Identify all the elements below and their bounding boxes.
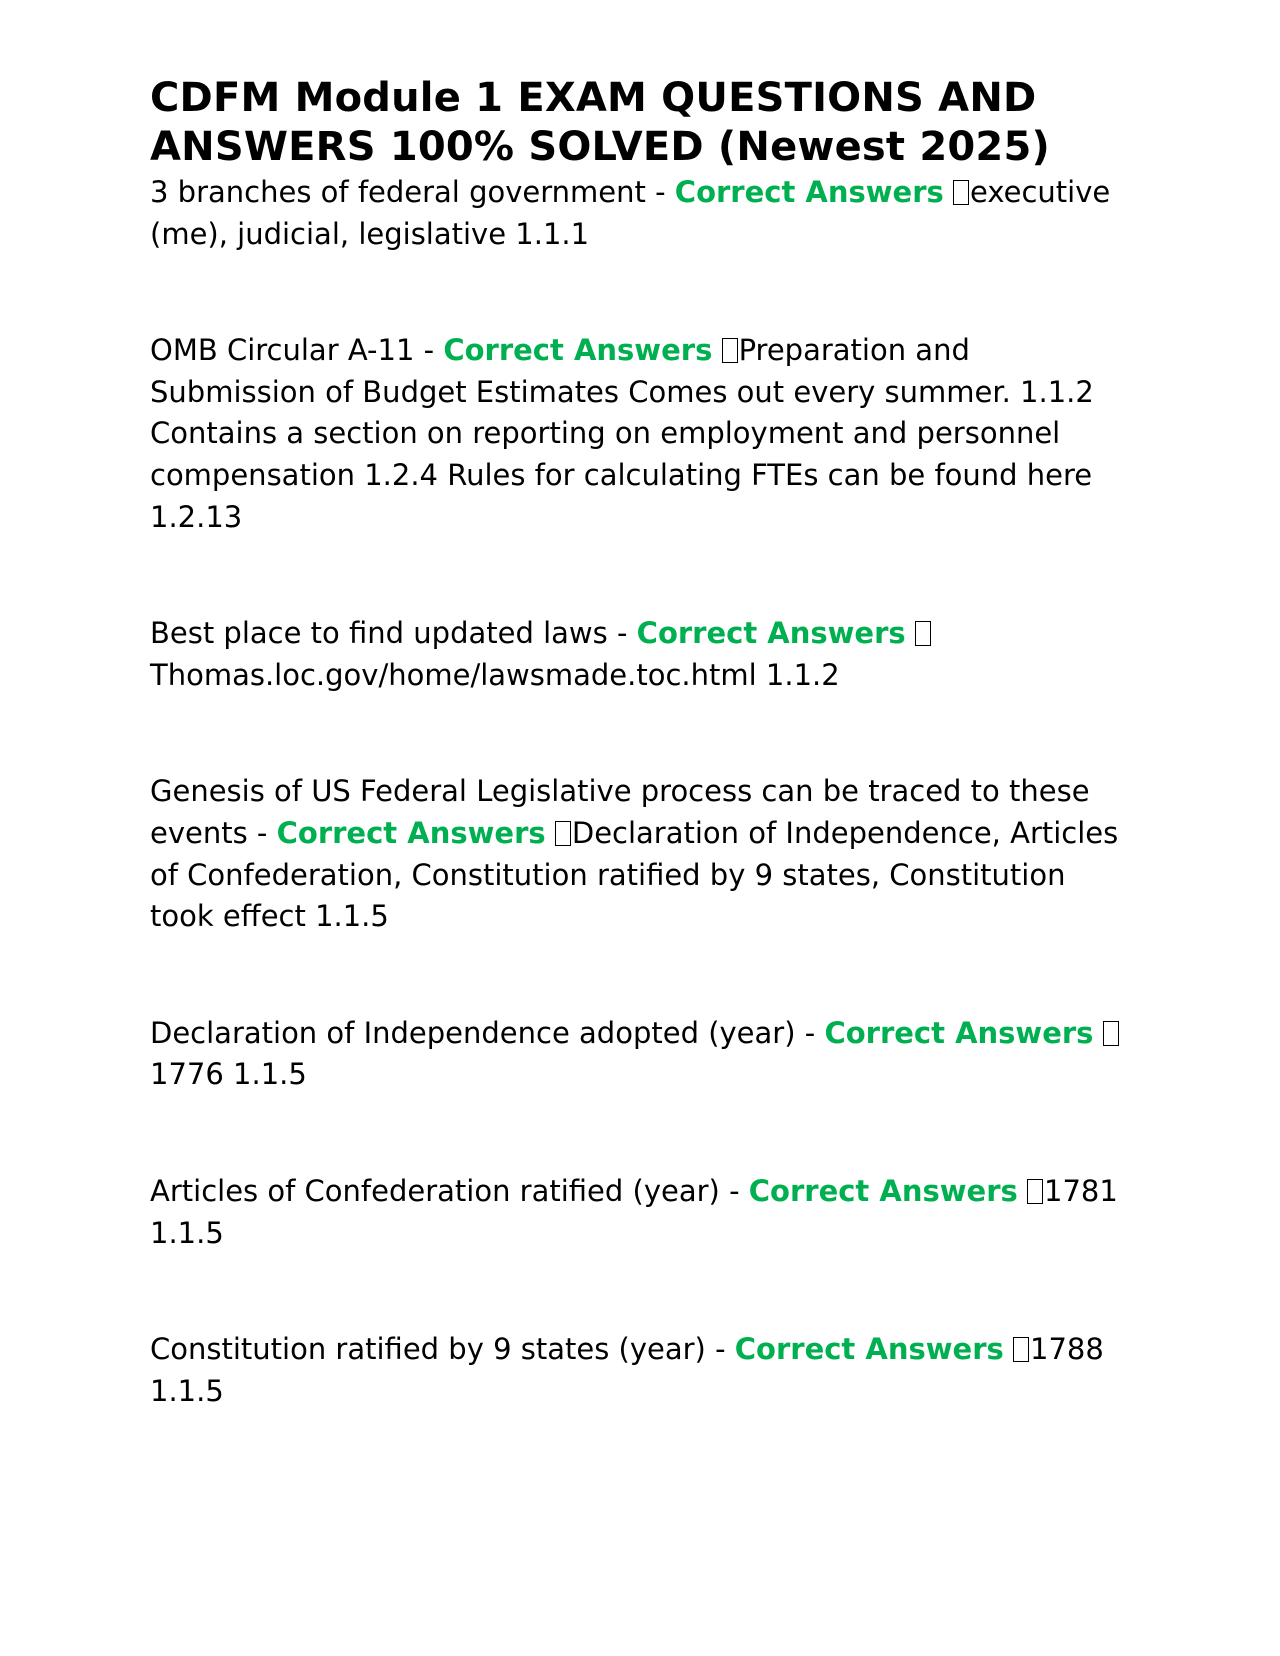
answer-text: executive (me), judicial, legislative 1.1.1 — [150, 175, 1111, 251]
missing-glyph-icon — [1013, 1337, 1029, 1362]
qa-item: Best place to find updated laws - Correct Answers Thomas.loc.gov/home/lawsmade.toc.html 1.1.2 — [150, 613, 1130, 696]
correct-answers-label: Correct Answers — [748, 1173, 1018, 1208]
answer-text: 1781 1.1.5 — [150, 1173, 1118, 1250]
correct-answers-label: Correct Answers — [734, 1332, 1004, 1367]
qa-item: Articles of Confederation ratified (year) - Correct Answers 1781 1.1.5 — [150, 1173, 1118, 1250]
answer-text: Preparation and Submission of Budget Estimates Comes out every summer. 1.1.2 Contains a section on reporting on employment and personnel compensation 1.2.4 Rules for calculating FTEs can be found here 1.2.13 — [150, 333, 1094, 534]
correct-answers-label: Correct Answers — [636, 616, 906, 651]
qa-item: 3 branches of federal government - Correct Answers executive (me), judicial, legislative 1.1.1 — [150, 175, 1111, 251]
answer-text: Thomas.loc.gov/home/lawsmade.toc.html 1.1.2 — [150, 657, 840, 692]
missing-glyph-icon — [1027, 1179, 1043, 1204]
answer-text: 1788 1.1.5 — [150, 1332, 1104, 1408]
qa-item: Constitution ratified by 9 states (year) - Correct Answers 1788 1.1.5 — [150, 1332, 1104, 1408]
question-text: OMB Circular A-11 — [150, 333, 415, 368]
correct-answers-label: Correct Answers — [443, 333, 713, 368]
document-title: CDFM Module 1 EXAM QUESTIONS AND ANSWERS 100% SOLVED (Newest 2025) — [150, 75, 1050, 170]
correct-answers-label: Correct Answers — [824, 1015, 1094, 1050]
answer-text: Declaration of Independence, Articles of Confederation, Constitution ratified by 9 states, Constitution took effect 1.1.5 — [150, 815, 1119, 934]
question-text: 3 branches of federal government — [150, 175, 646, 209]
document-page — [150, 74, 1130, 1412]
missing-glyph-icon — [953, 180, 969, 205]
question-text: Constitution ratified by 9 states (year) — [150, 1332, 706, 1367]
qa-item: Declaration of Independence adopted (year) - Correct Answers 1776 1.1.5 — [150, 1013, 1130, 1096]
missing-glyph-icon — [1103, 1021, 1119, 1046]
question-text: Best place to find updated laws — [150, 616, 608, 651]
correct-answers-label: Correct Answers — [276, 815, 546, 850]
missing-glyph-icon — [555, 821, 571, 846]
question-text: Genesis of US Federal Legislative process can be traced to these events — [150, 774, 1090, 850]
qa-item: Genesis of US Federal Legislative process can be traced to these events - Correct Answers Declaration of Independence, Articles of Confederation, Constitution ratified by 9 states, Constitution took effect 1.1.5 — [150, 774, 1119, 934]
question-text: Articles of Confederation ratified (year) — [150, 1173, 720, 1208]
missing-glyph-icon — [722, 338, 738, 363]
correct-answers-label: Correct Answers — [674, 175, 944, 209]
question-text: Declaration of Independence adopted (year) — [150, 1015, 796, 1050]
missing-glyph-icon — [915, 621, 931, 646]
qa-item: OMB Circular A-11 - Correct Answers Preparation and Submission of Budget Estimates Comes out every summer. 1.1.2 Contains a section on reporting on employment and personnel compensation 1.2.4 Rules for calculating FTEs can be found here 1.2.13 — [150, 333, 1094, 534]
answer-text: 1776 1.1.5 — [150, 1057, 307, 1092]
